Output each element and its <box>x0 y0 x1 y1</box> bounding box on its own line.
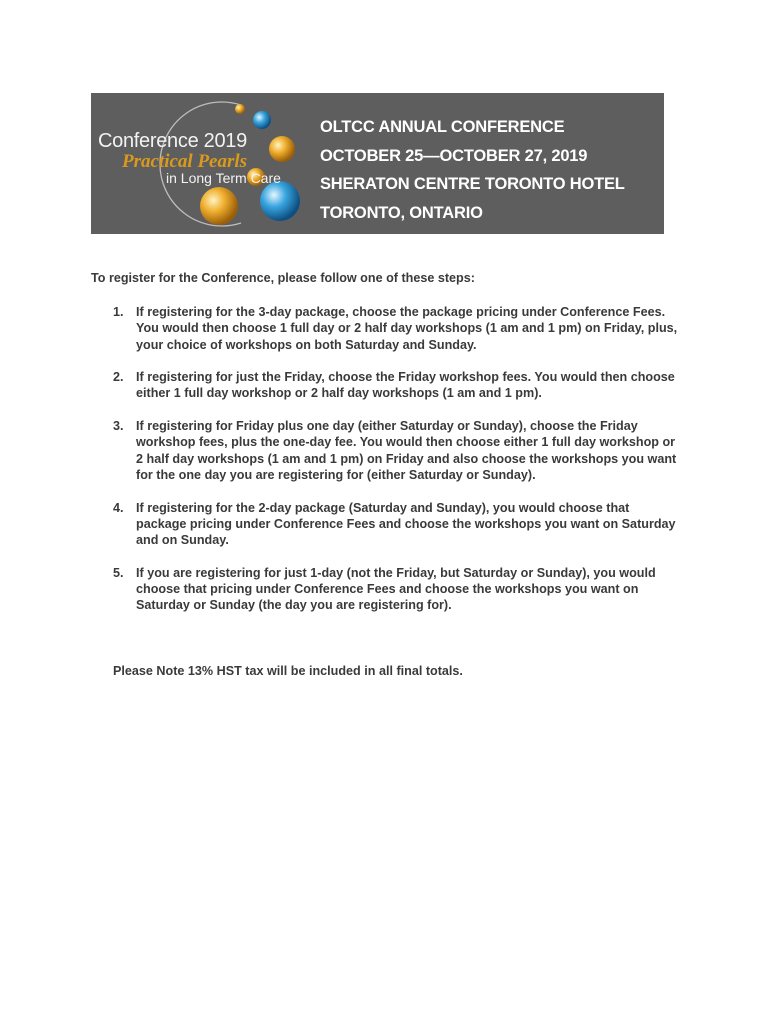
logo-tagline: in Long Term Care <box>166 170 281 186</box>
step-item <box>113 565 683 614</box>
step-text: If registering for the 3-day package, choose the package pricing under Conference Fees. You would then choose 1 full day or 2 half day workshops (1 am and 1 pm) on Friday, plus, your choice of workshops on both Saturday and Sunday. <box>136 305 678 352</box>
step-number: 2. <box>113 370 124 385</box>
step-number: 3. <box>113 419 124 434</box>
step-number: 1. <box>113 305 124 319</box>
step-text: If you are registering for just 1-day (not the Friday, but Saturday or Sunday), you would choose that pricing under Conference Fees and choose the workshops you want on Saturday or Sunday (the day you are registering for). <box>136 565 656 613</box>
step-item <box>113 500 683 549</box>
conference-banner <box>91 93 664 234</box>
logo-subtitle: Practical Pearls <box>122 151 248 172</box>
step-text: If registering for Friday plus one day (either Saturday or Sunday), choose the Friday workshop fees, plus the one-day fee. You would then choose either 1 full day workshop or 2 half day workshops (1 am and 1 pm) on Friday and also choose the workshops you want for the one day you are registering for (either Saturday or Sunday). <box>136 419 677 482</box>
step-text: If registering for the 2-day package (Saturday and Sunday), you would choose that package pricing under Conference Fees and choose the workshops you want on Saturday and on Sunday. <box>136 500 676 548</box>
conference-name: OLTCC ANNUAL CONFERENCE <box>320 118 565 136</box>
step-item <box>113 418 683 483</box>
logo-text <box>91 93 316 234</box>
conference-dates: OCTOBER 25—OCTOBER 27, 2019 <box>320 146 588 165</box>
step-text: If registering for just the Friday, choose the Friday workshop fees. You would then choose either 1 full day workshop or 2 half day workshops (1 am and 1 pm). <box>136 370 675 401</box>
registration-steps <box>113 304 683 630</box>
tax-note: Please Note 13% HST tax will be included in all final totals. <box>113 664 463 678</box>
step-number: 5. <box>113 565 124 580</box>
conference-venue: SHERATON CENTRE TORONTO HOTEL <box>320 175 625 194</box>
step-item <box>113 304 683 353</box>
logo-title: Conference 2019 <box>98 130 247 152</box>
conference-info <box>320 113 625 228</box>
conference-city: TORONTO, ONTARIO <box>320 204 483 223</box>
step-number: 4. <box>113 500 124 515</box>
step-item <box>113 369 683 402</box>
intro-text: To register for the Conference, please follow one of these steps: <box>91 271 475 285</box>
